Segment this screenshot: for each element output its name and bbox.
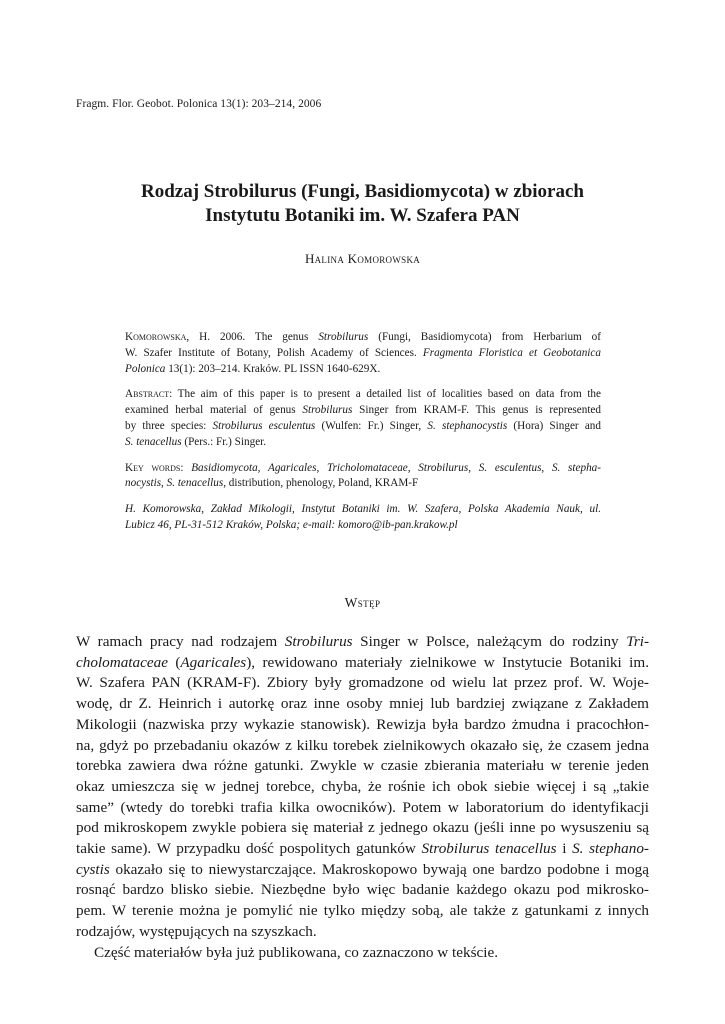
section-heading: Wstęp — [344, 595, 381, 610]
keywords-label: Key words — [125, 461, 181, 474]
paragraph-1: W ramach pracy nad rodzajem Strobilurus Singer w Polsce, należącym do rodziny Tri- cholomataceae (Agaricales), rewidowano materiały zielnikowe w Instytucie Botaniki im. W. Szafera PAN (KRAM-F). Zbiory były gromadzone od wielu lat przez prof. W. Woje- wodę, dr Z. Heinrich i autorkę oraz inne osoby mniej lub bardziej związane z Zakładem Mikologii (nazwiska przy wykazie stanowisk). Rewizja była bardzo żmudna i pracochłon- na, gdyż po przebadaniu okazów z kilku torebek zielnikowych okazało się, że czasem jedna torebka zawiera dwa różne gatunki. Zwykle w czasie zbierania materiału w terenie jeden okaz umieszcza się w jednej torebce, chyba, że rośnie ich obok siebie więcej i są „takie same” (wtedy do torebki trafia kilka owocników). Potem w laboratorium do identyfikacji pod mikroskopem zwykle pobiera się materiał z jednego okazu (jeśli inne po wysuszeniu są takie same). W przypadku dość pospolitych gatunków Strobilurus tenacellus i S. stephano- cystis okazało się to niewystarczające. Makroskopowo bywają one bardzo podobne i mogą rosnąć bardzo blisko siebie. Niezbędne było więc badanie każdego okazu pod mikrosko- pem. W terenie można je pomylić nie tylko między sobą, ale także z gatunkami z innych rodzajów, występujących na szyszkach. — [76, 633, 650, 940]
paper-title — [76, 180, 649, 228]
citation: Komorowska, H. 2006. The genus Strobilurus (Fungi, Basidiomycota) from Herbarium of W. Szafer Institute of Botany, Polish Academy of Sciences. Fragmenta Floristica et Geobotanica Polonica 13(1): 203–214. Kraków. PL ISSN 1640-629X. — [125, 331, 602, 375]
citation-author: Komorowska — [125, 331, 187, 343]
title-line-1: Rodzaj Strobilurus (Fungi, Basidiomycota) w zbiorach — [140, 181, 584, 202]
author-address: H. Komorowska, Zakład Mikologii, Instytut Botaniki im. W. Szafera, Polska Akademia Nauk, ul. Lubicz 46, PL-31-512 Kraków, Polska; e-mail: komoro@ib-pan.krakow.pl — [125, 503, 601, 531]
abstract-label: Abstract — [125, 388, 170, 401]
keywords: Key words: Basidiomycota, Agaricales, Tricholomataceae, Strobilurus, S. esculentus, S. stepha- nocystis, S. tenacellus, distribution, phenology, Poland, KRAM-F — [125, 461, 601, 490]
title-line-2: Instytutu Botaniki im. W. Szafera PAN — [205, 205, 520, 226]
abstract: Abstract: The aim of this paper is to present a detailed list of localities based on data from the examined herbal material of genus Strobilurus Singer from KRAM-F. This genus is represented by three species: Strobilurus esculentus (Wulfen: Fr.) Singer, S. stephanocystis (Hora) Singer and S. tenacellus (Pers.: Fr.) Singer. — [125, 388, 601, 448]
running-head: Fragm. Flor. Geobot. Polonica 13(1): 203–214, 2006 — [76, 98, 322, 110]
abstract-block — [125, 330, 601, 544]
paragraph-2: Część materiałów była już publikowana, co zaznaczono w tekście. — [94, 943, 498, 961]
body-text — [76, 632, 649, 963]
citation-journal: Fragmenta Floristica et Geobotanica — [422, 346, 601, 359]
author-name: Halina Komorowska — [304, 251, 421, 266]
